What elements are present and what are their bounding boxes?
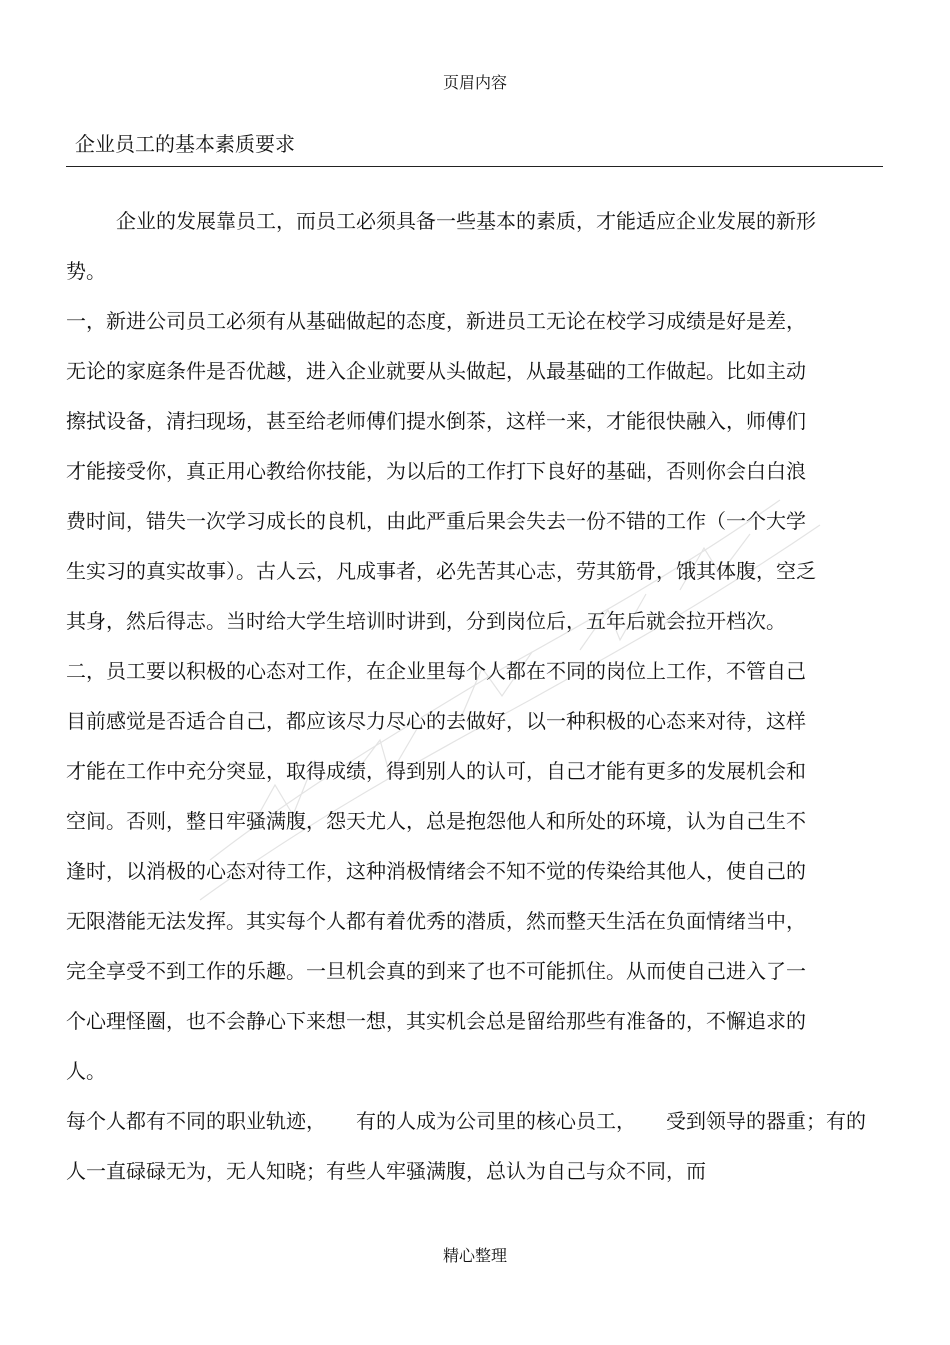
document-body <box>66 196 866 1196</box>
page-header: 页眉内容 <box>442 73 507 92</box>
section-two-paragraph: 二，员工要以积极的心态对工作，在企业里每个人都在不同的岗位上工作，不管自己目前感觉是否适合自己，都应该尽力尽心的去做好，以一种积极的心态来对待，这样才能在工作中充分突显，取得成绩，得到别人的认可，自己才能有更多的发展机会和空间。否则，整日牢骚满腹，怨天尤人，总是抱怨他人和所处的环境，认为自己生不逢时，以消极的心态对待工作，这种消极情绪会不知不觉的传染给其他人，使自己的无限潜能无法发挥。其实每个人都有着优秀的潜质，然而整天生活在负面情绪当中，完全享受不到工作的乐趣。一旦机会真的到来了也不可能抓住。从而使自己进入了一个心理怪圈，也不会静心下来想一想，其实机会总是留给那些有准备的，不懈追求的人。 <box>66 659 806 1083</box>
section-one-paragraph: 一，新进公司员工必须有从基础做起的态度，新进员工无论在校学习成绩是好是差，无论的家庭条件是否优越，进入企业就要从头做起，从最基础的工作做起。比如主动擦拭设备，清扫现场，甚至给老师傅们提水倒茶，这样一来，才能很快融入，师傅们才能接受你，真正用心教给你技能，为以后的工作打下良好的基础，否则你会白白浪费时间，错失一次学习成长的良机，由此严重后果会失去一份不错的工作（一个大学生实习的真实故事）。古人云，凡成事者，必先苦其心志，劳其筋骨，饿其体腹，空乏其身，然后得志。当时给大学生培训时讲到，分到岗位后，五年后就会拉开档次。 <box>66 309 816 633</box>
page-footer: 精心整理 <box>442 1246 507 1265</box>
intro-paragraph: 企业的发展靠员工，而员工必须具备一些基本的素质，才能适应企业发展的新形势。 <box>66 209 816 283</box>
career-paths-paragraph: 每个人都有不同的职业轨迹， 有的人成为公司里的核心员工， 受到领导的器重；有的人一直碌碌无为，无人知晓；有些人牢骚满腹，总认为自己与众不同，而 <box>66 1109 866 1183</box>
header-divider <box>66 166 883 167</box>
document-title: 企业员工的基本素质要求 <box>75 132 295 156</box>
